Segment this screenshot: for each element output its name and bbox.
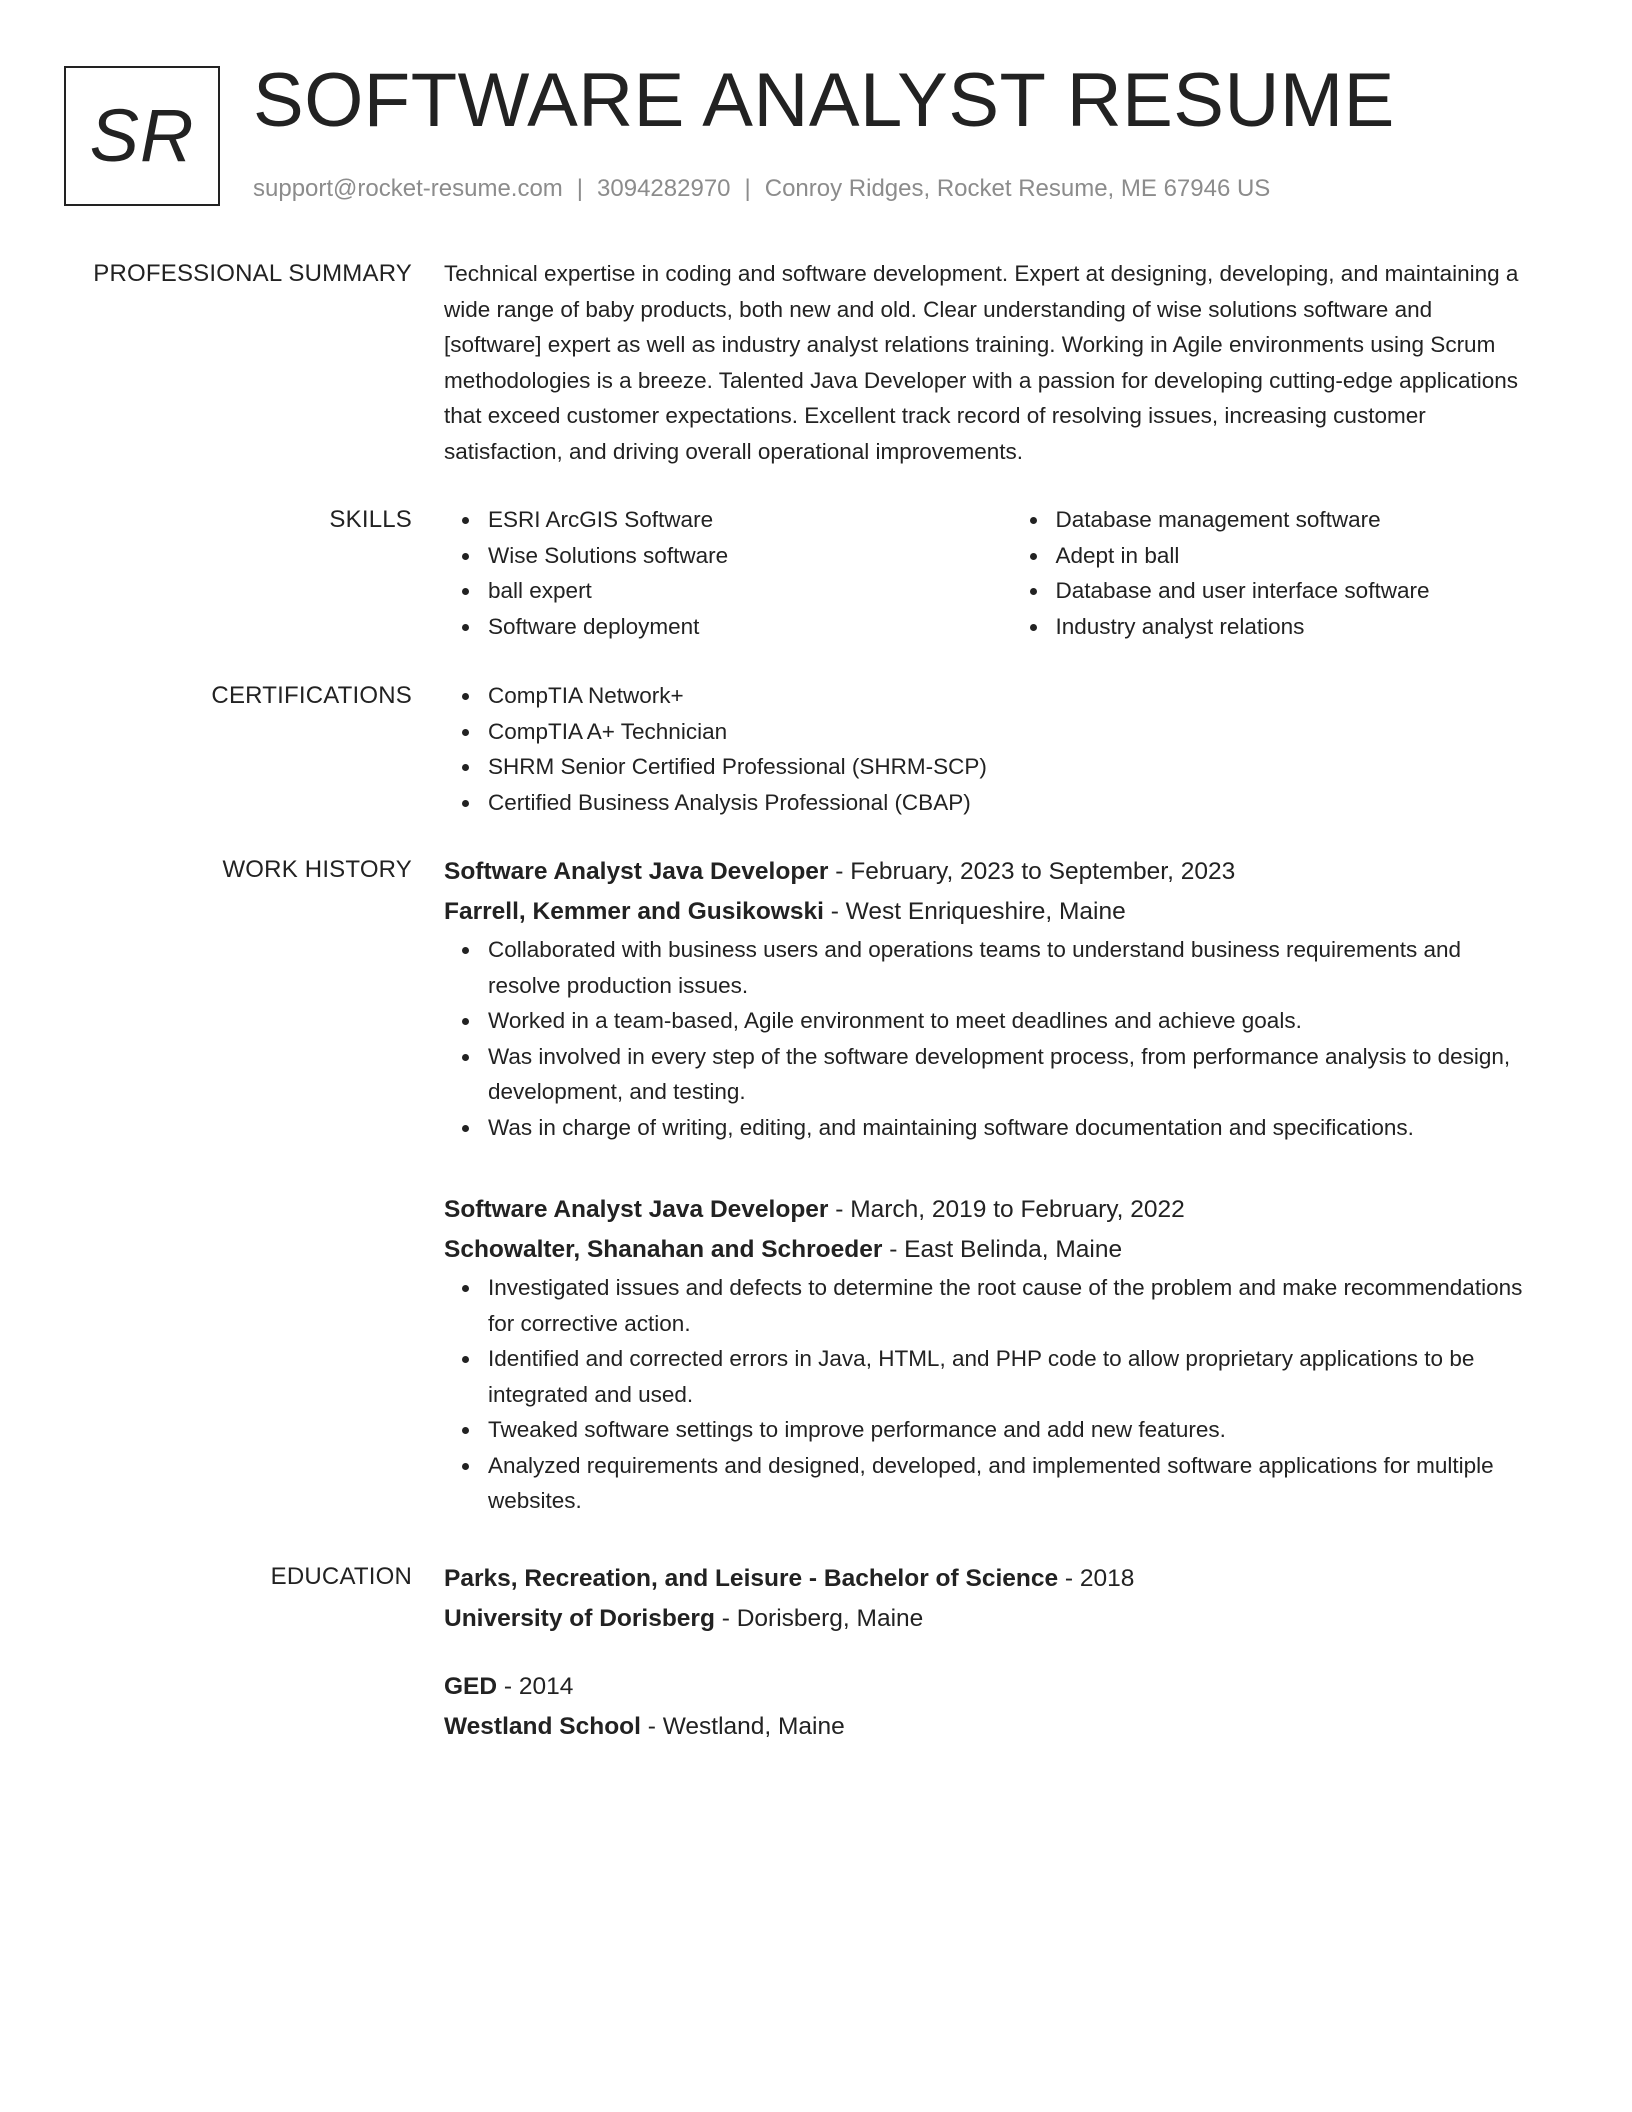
education-entry [444, 1667, 845, 1747]
skill-item: Database management software [1056, 502, 1535, 538]
certification-item: CompTIA A+ Technician [488, 714, 1534, 750]
skill-item: Software deployment [488, 609, 967, 645]
job-bullet: Collaborated with business users and operations teams to understand business requirements and resolve production issues. [488, 932, 1534, 1003]
resume-title: SOFTWARE ANALYST RESUME [253, 58, 1395, 143]
job-location: - East Belinda, Maine [882, 1236, 1123, 1263]
education-school: Westland School [444, 1713, 641, 1740]
skill-item: Adept in ball [1056, 538, 1535, 574]
section-label-work-history: WORK HISTORY [222, 856, 412, 883]
education-year: - 2014 [497, 1673, 574, 1700]
job-entry [444, 852, 1534, 1145]
certifications-body [444, 678, 1534, 820]
job-location: - West Enriqueshire, Maine [823, 898, 1126, 925]
skill-item: Industry analyst relations [1056, 609, 1535, 645]
summary-body [444, 256, 1534, 469]
job-bullet: Analyzed requirements and designed, developed, and implemented software applications for multiple websites. [488, 1448, 1534, 1519]
education-location: - Dorisberg, Maine [714, 1605, 924, 1632]
section-label-certifications: CERTIFICATIONS [211, 682, 412, 709]
job-bullet: Tweaked software settings to improve performance and add new features. [488, 1412, 1534, 1448]
contact-phone[interactable]: 3094282970 [597, 175, 731, 202]
job-bullet: Worked in a team-based, Agile environment to meet deadlines and achieve goals. [488, 1003, 1534, 1039]
job-title: Software Analyst Java Developer [444, 1196, 829, 1223]
job-company-line [444, 892, 1534, 932]
education-degree-line [444, 1559, 1534, 1599]
education-entry [444, 1559, 1534, 1639]
skill-item: Wise Solutions software [488, 538, 967, 574]
job-bullet: Was in charge of writing, editing, and maintaining software documentation and specifications. [488, 1110, 1534, 1146]
certification-item: CompTIA Network+ [488, 678, 1534, 714]
certifications-list [444, 678, 1534, 820]
education-degree: GED [444, 1673, 498, 1700]
education-school: University of Dorisberg [444, 1605, 715, 1632]
job-company-line [444, 1230, 1534, 1270]
job-company: Schowalter, Shanahan and Schroeder [444, 1236, 883, 1263]
summary-text: Technical expertise in coding and software development. Expert at designing, developing, and maintaining a wide range of baby products, both new and old. Clear understanding of wise solutions software and [software] expert as well as industry analyst relations training. Working in Agile environments using Scrum methodologies is a breeze. Talented Java Developer with a passion for developing cutting-edge applications that exceed customer expectations. Excellent track record of resolving issues, increasing customer satisfaction, and driving overall operational improvements. [444, 261, 1519, 464]
skill-item: ESRI ArcGIS Software [488, 502, 967, 538]
job-bullet: Investigated issues and defects to determine the root cause of the problem and make recommendations for corrective action. [488, 1270, 1534, 1341]
education-degree-line [444, 1667, 845, 1707]
job-dates: - March, 2019 to February, 2022 [828, 1196, 1185, 1223]
skills-list-right [1012, 502, 1535, 644]
job-title: Software Analyst Java Developer [444, 858, 829, 885]
job-bullet: Identified and corrected errors in Java, HTML, and PHP code to allow proprietary applications to be integrated and used. [488, 1341, 1534, 1412]
monogram-logo [64, 66, 220, 206]
job-bullet: Was involved in every step of the software development process, from performance analysis to design, development, and testing. [488, 1039, 1534, 1110]
contact-separator: | [576, 175, 584, 202]
education-school-line [444, 1707, 845, 1747]
job-company: Farrell, Kemmer and Gusikowski [444, 898, 824, 925]
section-label-summary: PROFESSIONAL SUMMARY [93, 260, 412, 287]
skills-list-left [444, 502, 967, 644]
education-degree: Parks, Recreation, and Leisure - Bachelor of Science [444, 1565, 1059, 1592]
certification-item: SHRM Senior Certified Professional (SHRM-SCP) [488, 749, 1534, 785]
education-location: - Westland, Maine [640, 1713, 845, 1740]
education-year: - 2018 [1058, 1565, 1135, 1592]
skills-body [444, 502, 1534, 644]
monogram-initials: SR [89, 93, 195, 177]
contact-email[interactable]: support@rocket-resume.com [253, 175, 563, 202]
certification-item: Certified Business Analysis Professional (CBAP) [488, 785, 1534, 821]
section-label-education: EDUCATION [270, 1563, 412, 1590]
education-school-line [444, 1599, 1534, 1639]
contact-address: Conroy Ridges, Rocket Resume, ME 67946 US [764, 175, 1271, 202]
section-label-skills: SKILLS [329, 506, 412, 533]
education-body [444, 1559, 1534, 1740]
job-entry [444, 1190, 1534, 1519]
work-history-body [444, 852, 1534, 1513]
contact-line [253, 172, 1270, 206]
contact-separator: | [744, 175, 751, 202]
job-title-line [444, 1190, 1534, 1230]
skill-item: ball expert [488, 573, 967, 609]
job-bullets [444, 1270, 1534, 1519]
job-title-line [444, 852, 1534, 892]
skill-item: Database and user interface software [1056, 573, 1535, 609]
job-dates: - February, 2023 to September, 2023 [828, 858, 1236, 885]
job-bullets [444, 932, 1534, 1145]
